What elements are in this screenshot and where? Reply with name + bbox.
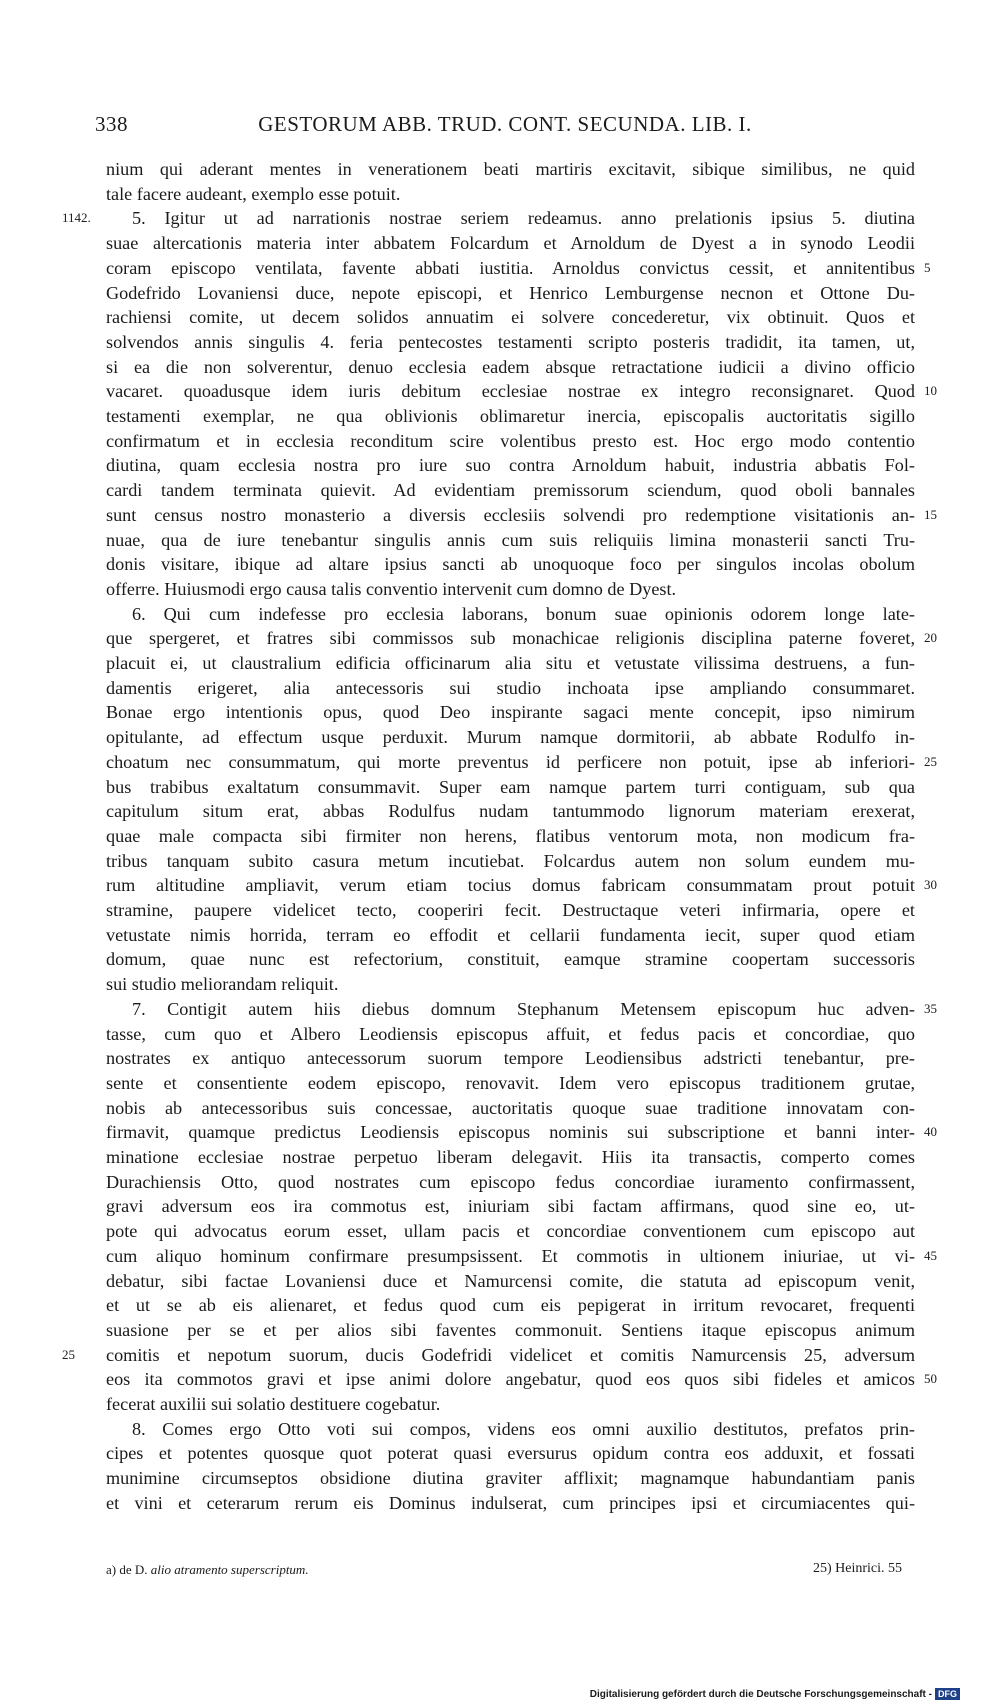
text-line: gravi adversum eos ira commotus est, iniuriam sibi factam affirmans, quod sine eo, ut- (106, 1196, 915, 1216)
text-line: coram episcopo ventilata, favente abbati iustitia. Arnoldus convictus cessit, et annitentibus (106, 258, 915, 278)
text-line: nobis ab antecessoribus suis concessae, auctoritatis quoque suae traditione innovatam con- (106, 1098, 915, 1118)
text-line: vacaret. quoadusque idem iuris debitum ecclesiae nostrae ex integro reconsignaret. Quod (106, 381, 915, 401)
text-line: confirmatum et in ecclesia reconditum scire volentibus presto est. Hoc ergo modo contentio (106, 431, 915, 451)
page-number: 338 (95, 112, 128, 136)
text-line: nuae, qua de iure tenebantur singulis annis cum suis reliquiis limina monasterii sancti Tru- (106, 530, 915, 550)
text-line: Durachiensis Otto, quod nostrates cum episcopo fedus concordiae iuramento confirmassent, (106, 1172, 915, 1192)
text-line: offerre. Huiusmodi ergo causa talis conventio intervenit cum domno de Dyest. (106, 579, 677, 599)
text-line: rachiensi comite, ut decem solidos annuatim ei solvere concederetur, vix obtinuit. Quos et (106, 307, 915, 327)
text-line: suae altercationis materia inter abbatem Folcardum et Arnoldum de Dyest a in synodo Leodii (106, 233, 915, 253)
text-line: debatur, sibi factae Lovaniensi duce et Namurcensi comite, die statuta ad episcopum venit, (106, 1271, 915, 1291)
text-line: vetustate nimis horrida, terram eo effodit et cellarii fundamenta iecit, super quod etiam (106, 925, 915, 945)
text-line: comitis et nepotum suorum, ducis Godefridi videlicet et comitis Namurcensis 25, adversum (106, 1345, 915, 1365)
text-line: suasione per se et per alios sibi faventes commonuit. Sentiens itaque episcopus animum (106, 1320, 915, 1340)
text-line: munimine circumseptos obsidione diutina graviter afflixit; magnamque habundantiam panis (106, 1468, 915, 1488)
text-line: nium qui aderant mentes in venerationem beati martiris excitavit, sibique similibus, ne quid (106, 159, 915, 179)
text-line: donis visitare, ibique ad altare ipsius sancti ab unoquoque foco per singulos incolas obolum (106, 554, 915, 574)
text-line: nostrates ex antiquo antecessorum suorum tempore Leodiensibus adstricti tenebantur, pre- (106, 1048, 915, 1068)
text-line: sente et consentiente eodem episcopo, renovavit. Idem vero episcopus traditionem grutae, (106, 1073, 915, 1093)
text-line: si ea die non solverentur, denuo ecclesia eadem absque retractatione iudicii a divino officio (106, 357, 915, 377)
text-line: eos ita commotos gravi et ipse animi dolore angebatur, quod eos quos sibi fideles et amicos (106, 1369, 915, 1389)
text-line: que spergeret, et fratres sibi commissos sub monachicae religionis disciplina paterne foveret, (106, 628, 915, 648)
line-number: 5 (924, 260, 931, 275)
running-title: GESTORUM ABB. TRUD. CONT. SECUNDA. LIB. I. (258, 112, 752, 136)
text-line: 8. Comes ergo Otto voti sui compos, videns eos omni auxilio destitutos, prefatos prin- (132, 1419, 915, 1439)
credit-text: Digitalisierung gefördert durch die Deutsche Forschungsgemeinschaft - (589, 1689, 932, 1700)
dfg-logo-icon: DFG (935, 1688, 960, 1700)
footnote-a (106, 1562, 309, 1578)
text-line: testamenti exemplar, ne qua oblivionis oblimaretur inercia, episcopalis auctoritatis sigillo (106, 406, 915, 426)
text-line: pote qui advocatus eorum esset, ullam pacis et concordiae conventionem cum episcopo aut (106, 1221, 915, 1241)
text-line: bus trabibus exaltatum consummavit. Super eam namque partem turri contiguam, sub qua (106, 777, 915, 797)
text-line: quae male compacta sibi firmiter non herens, flatibus ventorum mota, non modicum fra- (106, 826, 915, 846)
line-number: 50 (924, 1371, 937, 1386)
text-line: et vini et ceterarum rerum eis Dominus indulserat, cum principes ipsi et circumiacentes qui- (106, 1493, 915, 1513)
text-line: stramine, paupere videlicet tecto, cooperiri fecit. Destructaque veteri infirmaria, opere et (106, 900, 915, 920)
text-line: tale facere audeant, exemplo esse potuit. (106, 184, 401, 204)
line-number: 35 (924, 1001, 937, 1016)
text-line: solvendos annis singulis 4. feria pentecostes testamenti scripto posteris tradidit, ita tamen, ut, (106, 332, 915, 352)
line-number: 40 (924, 1124, 937, 1139)
text-line: 7. Contigit autem hiis diebus domnum Stephanum Metensem episcopum huc adven- (132, 999, 915, 1019)
digitization-credit (590, 1688, 960, 1701)
text-line: fecerat auxilii sui solatio destituere cogebatur. (106, 1394, 441, 1414)
text-line: sunt census nostro monasterio a diversis ecclesiis solvendi pro redemptione visitationis an- (106, 505, 915, 525)
text-line: tasse, cum quo et Albero Leodiensis episcopus affuit, et fedus pacis et concordiae, quo (106, 1024, 915, 1044)
text-line: capitulum situm erat, abbas Rodulfus nudam tantummodo lignorum materiam erexerat, (106, 801, 915, 821)
text-line: placuit ei, ut claustralium edificia officinarum alia situ et vetustate vilissima destruens, a fun- (106, 653, 915, 673)
text-line: sui studio meliorandam reliquit. (106, 974, 339, 994)
line-number: 45 (924, 1248, 937, 1263)
text-line: cardi tandem terminata quievit. Ad evidentiam premissorum sciendum, quod oboli bannales (106, 480, 915, 500)
footnote-a-italic: alio atramento superscriptum. (150, 1562, 309, 1577)
text-line: minatione ecclesiae nostrae perpetuo liberam delegavit. Hiis ita transactis, comperto comes (106, 1147, 915, 1167)
text-line: Bonae ergo intentionis opus, quod Deo inspirante sagaci mente concepit, ipso nimirum (106, 702, 915, 722)
text-line: cipes et potentes quosque quot poterat quasi eversurus opidum contra eos adduxit, et fossati (106, 1443, 915, 1463)
text-line: firmavit, quamque predictus Leodiensis episcopus nominis sui subscriptione et banni inter- (106, 1122, 915, 1142)
line-number: 20 (924, 630, 937, 645)
text-line: opitulante, ad effectum usque perduxit. Murum namque dormitorii, ab abbate Rodulfo in- (106, 727, 915, 747)
text-line: diutina, quam ecclesia nostra pro iure suo contra Arnoldum habuit, industria abbatis Fol- (106, 455, 915, 475)
text-line: rum altitudine ampliavit, verum etiam tocius domus fabricam consummatam prout potuit (106, 875, 915, 895)
text-line: 6. Qui cum indefesse pro ecclesia laborans, bonum suae opinionis odorem longe late- (132, 604, 915, 624)
line-number: 15 (924, 507, 937, 522)
text-line: et ut se ab eis alienaret, et fedus quod cum eis pepigerat in irritum revocaret, frequenti (106, 1295, 915, 1315)
line-number: 25 (924, 754, 937, 769)
text-line: choatum nec consummatum, qui morte preventus id perficere non potuit, ipse ab inferiori- (106, 752, 915, 772)
footnote-a-prefix: a) de D. (106, 1562, 148, 1577)
footnote-25: 25) Heinrici. 55 (813, 1561, 903, 1576)
text-line: Godefrido Lovaniensi duce, nepote episcopi, et Henrico Lemburgense necnon et Ottone Du- (106, 283, 915, 303)
left-margin-note: 25 (62, 1347, 75, 1362)
text-line: cum aliquo hominum confirmare presumpsissent. Et commotis in ultionem iniuriae, ut vi- (106, 1246, 915, 1266)
text-line: tribus tanquam subito casura metum incutiebat. Folcardus autem non solum eundem mu- (106, 851, 915, 871)
text-line: 5. Igitur ut ad narrationis nostrae seriem redeamus. anno prelationis ipsius 5. diutina (132, 208, 915, 228)
line-number: 10 (924, 383, 937, 398)
text-line: domum, quae nunc est refectorium, constituit, eamque stramine coopertam successoris (106, 949, 915, 969)
line-number: 30 (924, 877, 937, 892)
left-margin-note: 1142. (62, 210, 91, 225)
running-header (95, 112, 915, 142)
text-line: damentis erigeret, alia antecessoris sui studio inchoata ipse ampliando consummaret. (106, 678, 915, 698)
